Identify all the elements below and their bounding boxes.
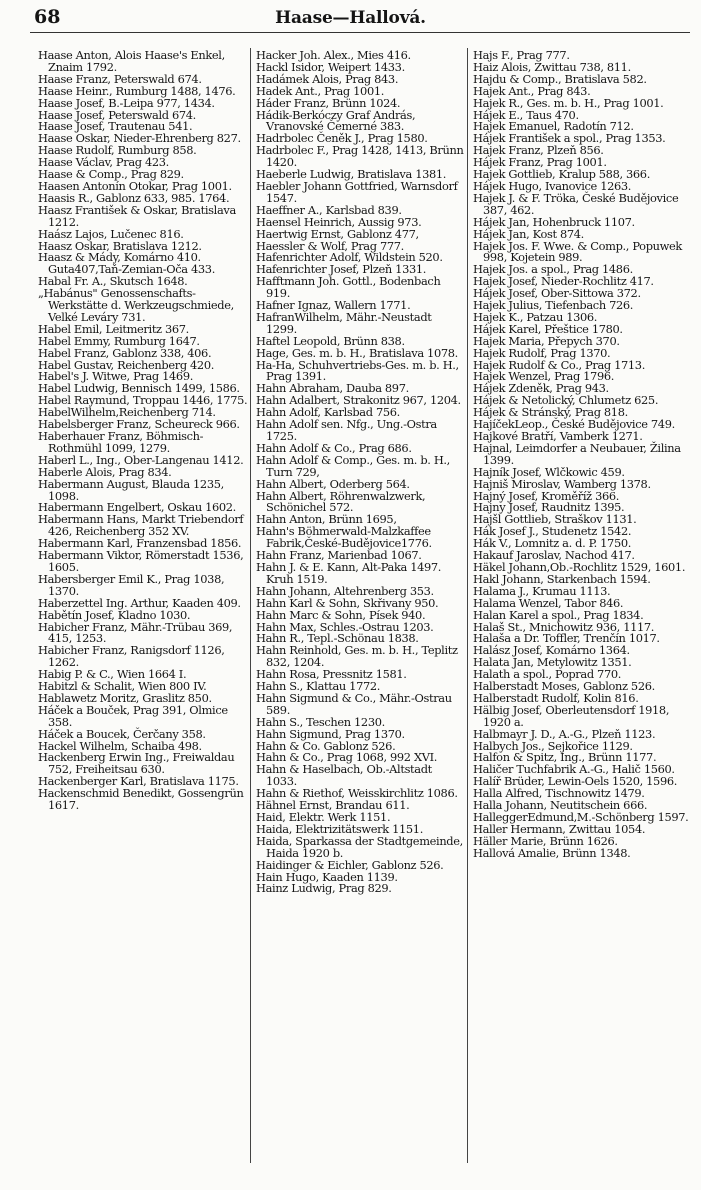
- directory-entry: Habel Raymund, Troppau 1446, 1775.: [38, 393, 248, 408]
- directory-entry: Hájek & Netolický, Chlumetz 625.: [473, 393, 659, 408]
- directory-entry: Hahn Abraham, Dauba 897.: [256, 381, 409, 396]
- directory-entry: Haasis R., Gablonz 633, 985. 1764.: [38, 190, 230, 205]
- directory-entry: Hajek Jos. F. Wwe. & Comp., Popuwek 998, Kojetein 989.: [473, 238, 682, 265]
- directory-entry: Haberzettel Ing. Arthur, Kaaden 409.: [38, 595, 241, 610]
- directory-column-2: [256, 50, 464, 895]
- directory-entry: Hahn Franz, Marienbad 1067.: [256, 548, 422, 563]
- directory-entry: Hakauf Jaroslav, Nachod 417.: [473, 548, 635, 563]
- directory-entry: Hahn Rosa, Pressnitz 1581.: [256, 667, 407, 682]
- directory-entry: Haasz Oskar, Bratislava 1212.: [38, 238, 202, 253]
- directory-entry: Hahn S., Teschen 1230.: [256, 714, 385, 729]
- directory-entry: Ha-Ha, Schuhvertriebs-Ges. m. b. H., Prag 1391.: [256, 357, 459, 384]
- directory-entry: Haličer Tuchfabrik A.-G., Halič 1560.: [473, 762, 675, 777]
- directory-entry: Halan Karel a spol., Prag 1834.: [473, 607, 644, 622]
- directory-entry: Hahn Adalbert, Strakonitz 967, 1204.: [256, 393, 461, 408]
- directory-entry: Hahn & Co., Prag 1068, 992 XVI.: [256, 750, 438, 765]
- directory-entry: Hájek Zdeněk, Prag 943.: [473, 381, 609, 396]
- directory-entry: Hadek Ant., Prag 1001.: [256, 83, 385, 98]
- column-divider: [250, 48, 251, 1163]
- directory-entry: Habermann Engelbert, Oskau 1602.: [38, 500, 236, 515]
- directory-entry: „Habánus" Genossenschafts-Werkstätte d. Werkzeugschmiede, Velké Leváry 731.: [38, 286, 234, 324]
- directory-entry: Hahn Sigmund, Prag 1370.: [256, 726, 405, 741]
- directory-entry: Halberstadt Moses, Gablonz 526.: [473, 679, 655, 694]
- directory-entry: Halla Johann, Neutitschein 666.: [473, 798, 648, 813]
- directory-entry: Habal Fr. A., Skutsch 1648.: [38, 274, 188, 289]
- directory-entry: Halath a spol., Poprad 770.: [473, 667, 622, 682]
- directory-entry: Haász Lajos, Lučenec 816.: [38, 226, 184, 241]
- directory-entry: Hájek & Stránský, Prag 818.: [473, 405, 628, 420]
- directory-entry: Hahn & Riethof, Weisskirchlitz 1086.: [256, 786, 458, 801]
- directory-entry: Haberle Alois, Prag 834.: [38, 464, 172, 479]
- directory-entry: Haase Josef, B.-Leipa 977, 1434.: [38, 95, 215, 110]
- directory-entry: Hacker Joh. Alex., Mies 416.: [256, 48, 411, 62]
- directory-entry: Hahn Adolf sen. Nfg., Ung.-Ostra 1725.: [256, 417, 437, 443]
- directory-entry: Hahn's Böhmerwald-Malzkaffee Fabrik,České-Budějovice1776.: [256, 524, 432, 551]
- directory-entry: Háder Franz, Brünn 1024.: [256, 95, 401, 110]
- directory-entry: Hackenberger Karl, Bratislava 1175.: [38, 774, 239, 789]
- page-title: Haase—Hallová.: [275, 8, 426, 28]
- directory-entry: Hahn Albert, Röhrenwalzwerk, Schönichel 572.: [256, 488, 426, 515]
- directory-entry: Hájek Hugo, Ivanovice 1263.: [473, 178, 632, 193]
- directory-entry: Haasz & Mády, Komárno 410. Guta407,Taň-Zemian-Oča 433.: [38, 250, 215, 277]
- directory-entry: Habermann Karl, Franzensbad 1856.: [38, 536, 242, 551]
- directory-entry: Haida, Elektrizitätswerk 1151.: [256, 821, 423, 836]
- directory-entry: Haebler Johann Gottfried, Warnsdorf 1547.: [256, 178, 458, 205]
- directory-entry: Hajek Rudolf & Co., Prag 1713.: [473, 357, 645, 372]
- page-number: 68: [34, 6, 61, 28]
- directory-entry: Haiz Alois, Zwittau 738, 811.: [473, 59, 631, 74]
- directory-entry: Habersberger Emil K., Prag 1038, 1370.: [38, 571, 225, 598]
- directory-entry: Habel Ludwig, Bennisch 1499, 1586.: [38, 381, 240, 396]
- directory-entry: Hahn Adolf & Comp., Ges. m. b. H., Turn 729,: [256, 452, 450, 479]
- directory-entry: Hahn & Co. Gablonz 526.: [256, 738, 396, 753]
- directory-entry: Hafner Ignaz, Wallern 1771.: [256, 298, 411, 313]
- directory-entry: Hahn S., Klattau 1772.: [256, 679, 381, 694]
- directory-entry: Hafenrichter Adolf, Wildstein 520.: [256, 250, 443, 265]
- directory-entry: Hadrbolec Čeněk J., Prag 1580.: [256, 131, 428, 146]
- directory-entry: Hähnel Ernst, Brandau 611.: [256, 798, 410, 813]
- directory-column-3: [473, 50, 695, 860]
- directory-entry: Hájek Karel, Přeštice 1780.: [473, 321, 623, 336]
- directory-entry: Halbych Jos., Sejkořice 1129.: [473, 738, 633, 753]
- directory-entry: Hablawetz Moritz, Graslitz 850.: [38, 690, 212, 705]
- directory-entry: Haase Franz, Peterswald 674.: [38, 71, 202, 86]
- directory-entry: Hajek Jos. a spol., Prag 1486.: [473, 262, 633, 277]
- directory-entry: Hádik-Berkóczy Graf András, Vranovské Čemerné 383.: [256, 107, 416, 134]
- directory-entry: Habig P. & C., Wien 1664 I.: [38, 667, 187, 682]
- directory-entry: Halbmayr J. D., A.-G., Plzeň 1123.: [473, 726, 656, 741]
- directory-entry: Hajny Josef, Raudnitz 1395.: [473, 500, 625, 515]
- directory-entry: Halaš St., Mnichowitz 936, 1117.: [473, 619, 655, 634]
- directory-entry: HabelWilhelm,Reichenberg 714.: [38, 405, 216, 420]
- directory-entry: Halama J., Krumau 1113.: [473, 583, 611, 598]
- directory-entry: Habel Emmy, Rumburg 1647.: [38, 333, 200, 348]
- directory-entry: Haase Heinr., Rumburg 1488, 1476.: [38, 83, 236, 98]
- directory-entry: Hajek J. & F. Tröka, České Budějovice 387, 462.: [473, 190, 679, 217]
- directory-entry: Haase Rudolf, Rumburg 858.: [38, 143, 197, 158]
- directory-entry: Hák Josef J., Studenetz 1542.: [473, 524, 632, 539]
- directory-entry: Halla Alfred, Tischnowitz 1479.: [473, 786, 645, 801]
- directory-entry: Hajek Josef, Nieder-Rochlitz 417.: [473, 274, 654, 289]
- directory-entry: Haeffner A., Karlsbad 839.: [256, 202, 402, 217]
- directory-entry: Hájek E., Taus 470.: [473, 107, 579, 122]
- directory-entry: Hahn Johann, Altehrenberg 353.: [256, 583, 434, 598]
- directory-entry: Haessler & Wolf, Prag 777.: [256, 238, 404, 253]
- directory-entry: Habel Emil, Leitmeritz 367.: [38, 321, 189, 336]
- directory-entry: Hajek R., Ges. m. b. H., Prag 1001.: [473, 95, 664, 110]
- directory-entry: Hajník Josef, Wlčkowic 459.: [473, 464, 625, 479]
- directory-entry: Haeberle Ludwig, Bratislava 1381.: [256, 167, 447, 182]
- directory-entry: Habermann August, Blauda 1235, 1098.: [38, 476, 224, 503]
- directory-entry: Hajek Rudolf, Prag 1370.: [473, 345, 611, 360]
- directory-entry: Haase Josef, Peterswald 674.: [38, 107, 196, 122]
- directory-entry: Haase & Comp., Prag 829.: [38, 167, 184, 182]
- directory-entry: Hájek František a spol., Prag 1353.: [473, 131, 666, 146]
- directory-entry: Hahn J. & E. Kann, Alt-Paka 1497. Kruh 1519.: [256, 559, 442, 586]
- directory-entry: Habel's J. Witwe, Prag 1469.: [38, 369, 194, 384]
- directory-entry: Hajdu & Comp., Bratislava 582.: [473, 71, 647, 86]
- directory-entry: Halfon & Spitz, Ing., Brünn 1177.: [473, 750, 657, 765]
- directory-entry: Hadámek Alois, Prag 843.: [256, 71, 399, 86]
- directory-entry: Hackenschmid Benedikt, Gossengrün 1617.: [38, 786, 244, 813]
- directory-entry: Haase Josef, Trautenau 541.: [38, 119, 193, 134]
- directory-entry: Hajek Gottlieb, Kralup 588, 366.: [473, 167, 650, 182]
- directory-entry: Hahn Adolf, Karlsbad 756.: [256, 405, 400, 420]
- directory-entry: Hajek Maria, Přepych 370.: [473, 333, 620, 348]
- directory-entry: Hainz Ludwig, Prag 829.: [256, 881, 392, 896]
- directory-entry: Hájek Jan, Hohenbruck 1107.: [473, 214, 635, 229]
- directory-entry: Haidinger & Eichler, Gablonz 526.: [256, 857, 444, 872]
- directory-entry: Hájek Jan, Kost 874.: [473, 226, 584, 241]
- directory-entry: Hahn Albert, Oderberg 564.: [256, 476, 410, 491]
- directory-entry: Häkel Johann,Ob.-Rochlitz 1529, 1601.: [473, 559, 686, 574]
- directory-entry: Hahn Marc & Sohn, Písek 940.: [256, 607, 426, 622]
- directory-entry: Hahn & Haselbach, Ob.-Altstadt 1033.: [256, 762, 432, 789]
- directory-entry: HajíčekLeop., České Budějovice 749.: [473, 417, 675, 432]
- directory-entry: Haase Oskar, Nieder-Ehrenberg 827.: [38, 131, 241, 146]
- directory-entry: Hahn Adolf & Co., Prag 686.: [256, 440, 412, 455]
- directory-entry: Habicher Franz, Ranigsdorf 1126, 1262.: [38, 643, 225, 670]
- directory-entry: Háček a Boucek, Čerčany 358.: [38, 726, 206, 741]
- directory-entry: Haertwig Ernst, Gablonz 477,: [256, 226, 419, 241]
- directory-entry: Hajšl Gottlieb, Straškov 1131.: [473, 512, 637, 527]
- directory-entry: Hälbig Josef, Oberleutensdorf 1918, 1920 a.: [473, 702, 670, 729]
- directory-entry: Hájek Josef, Ober-Sittowa 372.: [473, 286, 641, 301]
- directory-entry: Hajný Josef, Kroměříž 366.: [473, 488, 620, 503]
- directory-entry: Haftel Leopold, Brünn 838.: [256, 333, 405, 348]
- directory-entry: Hahn Anton, Brünn 1695,: [256, 512, 397, 527]
- column-divider: [467, 48, 468, 1163]
- directory-entry: Hahn Reinhold, Ges. m. b. H., Teplitz 832, 1204.: [256, 643, 458, 670]
- directory-entry: Hallová Amalie, Brünn 1348.: [473, 845, 631, 860]
- directory-entry: Hajek Julius, Tiefenbach 726.: [473, 298, 634, 313]
- directory-entry: Haberhauer Franz, Böhmisch-Rothmühl 1099, 1279.: [38, 429, 204, 455]
- directory-entry: Hajniš Miroslav, Wamberg 1378.: [473, 476, 651, 491]
- directory-entry: Hahn Karl & Sohn, Skřivany 950.: [256, 595, 439, 610]
- directory-entry: Hajek Ant., Prag 843.: [473, 83, 591, 98]
- directory-entry: Habel Gustav, Reichenberg 420.: [38, 357, 214, 372]
- directory-entry: Haase Václav, Prag 423.: [38, 155, 169, 170]
- directory-entry: Habicher Franz, Mähr.-Trübau 369, 415, 1253.: [38, 619, 233, 646]
- directory-entry: Habětín Josef, Kladno 1030.: [38, 607, 191, 622]
- directory-entry: Hage, Ges. m. b. H., Bratislava 1078.: [256, 345, 458, 360]
- directory-entry: Halama Wenzel, Tabor 846.: [473, 595, 624, 610]
- directory-entry: Hakl Johann, Starkenbach 1594.: [473, 571, 651, 586]
- directory-entry: Hajkové Bratří, Vamberk 1271.: [473, 429, 643, 443]
- directory-entry: Hafftmann Joh. Gottl., Bodenbach 919.: [256, 274, 441, 301]
- directory-entry: Hajek Emanuel, Radotín 712.: [473, 119, 634, 134]
- directory-entry: Hajek Wenzel, Prag 1796.: [473, 369, 615, 384]
- directory-entry: Hahn Sigmund & Co., Mähr.-Ostrau 589.: [256, 690, 452, 717]
- directory-entry: Halata Jan, Metylowitz 1351.: [473, 655, 632, 670]
- directory-entry: Häller Marie, Brünn 1626.: [473, 833, 618, 848]
- directory-entry: Haase Anton, Alois Haase's Enkel, Znaim 1792.: [38, 48, 225, 74]
- header-rule: [30, 32, 690, 33]
- directory-entry: Hadrbolec F., Prag 1428, 1413, Brünn 1420.: [256, 143, 464, 170]
- directory-entry: HalleggerEdmund,M.-Schönberg 1597.: [473, 810, 689, 824]
- directory-entry: Halász Josef, Komárno 1364.: [473, 643, 630, 658]
- directory-entry: Hackl Isidor, Weipert 1433.: [256, 59, 405, 74]
- directory-entry: Hahn R., Tepl.-Schönau 1838.: [256, 631, 419, 646]
- directory-entry: Habermann Hans, Markt Triebendorf 426, Reichenberg 352 XV.: [38, 512, 244, 539]
- directory-entry: Habelsberger Franz, Scheureck 966.: [38, 417, 240, 432]
- directory-entry: Hahn Max, Schles.-Ostrau 1203.: [256, 619, 434, 634]
- directory-entry: Hackel Wilhelm, Schaiba 498.: [38, 738, 202, 753]
- directory-entry: Halíř Brüder, Lewin-Oels 1520, 1596.: [473, 774, 678, 789]
- directory-entry: Hafenrichter Josef, Plzeň 1331.: [256, 262, 427, 277]
- directory-entry: Haberl L., Ing., Ober-Langenau 1412.: [38, 452, 244, 467]
- directory-entry: Haensel Heinrich, Aussig 973.: [256, 214, 422, 229]
- directory-entry: Halaša a Dr. Toffler, Trenčín 1017.: [473, 631, 660, 646]
- directory-entry: Habitzl & Schalit, Wien 800 IV.: [38, 679, 207, 694]
- directory-column-1: [38, 50, 248, 812]
- directory-entry: Haid, Elektr. Werk 1151.: [256, 810, 391, 824]
- directory-entry: Haller Hermann, Zwittau 1054.: [473, 821, 646, 836]
- directory-entry: Hajs F., Prag 777.: [473, 48, 570, 62]
- directory-entry: Hajek K., Patzau 1306.: [473, 309, 598, 324]
- directory-entry: HafranWilhelm, Mähr.-Neustadt 1299.: [256, 309, 432, 336]
- directory-entry: Hajek Franz, Plzeň 856.: [473, 143, 604, 158]
- directory-entry: Hák V., Lomnitz a. d. P. 1750.: [473, 536, 632, 551]
- directory-entry: Halberstadt Rudolf, Kolin 816.: [473, 690, 639, 705]
- directory-entry: Hájek Franz, Prag 1001.: [473, 155, 607, 170]
- directory-entry: Haida, Sparkassa der Stadtgemeinde, Haida 1920 b.: [256, 833, 463, 860]
- directory-entry: Habel Franz, Gablonz 338, 406.: [38, 345, 212, 360]
- directory-entry: Hackenberg Erwin Ing., Freiwaldau 752, Freiheitsau 630.: [38, 750, 235, 777]
- directory-entry: Hajnal, Leimdorfer a Neubauer, Žilina 1399.: [473, 440, 681, 467]
- directory-entry: Haasen Antonín Otokar, Prag 1001.: [38, 178, 232, 193]
- directory-entry: Háček a Bouček, Prag 391, Olmice 358.: [38, 702, 228, 729]
- directory-entry: Hain Hugo, Kaaden 1139.: [256, 869, 398, 884]
- directory-entry: Habermann Viktor, Römerstadt 1536, 1605.: [38, 548, 244, 574]
- directory-entry: Haasz František & Oskar, Bratislava 1212.: [38, 202, 236, 229]
